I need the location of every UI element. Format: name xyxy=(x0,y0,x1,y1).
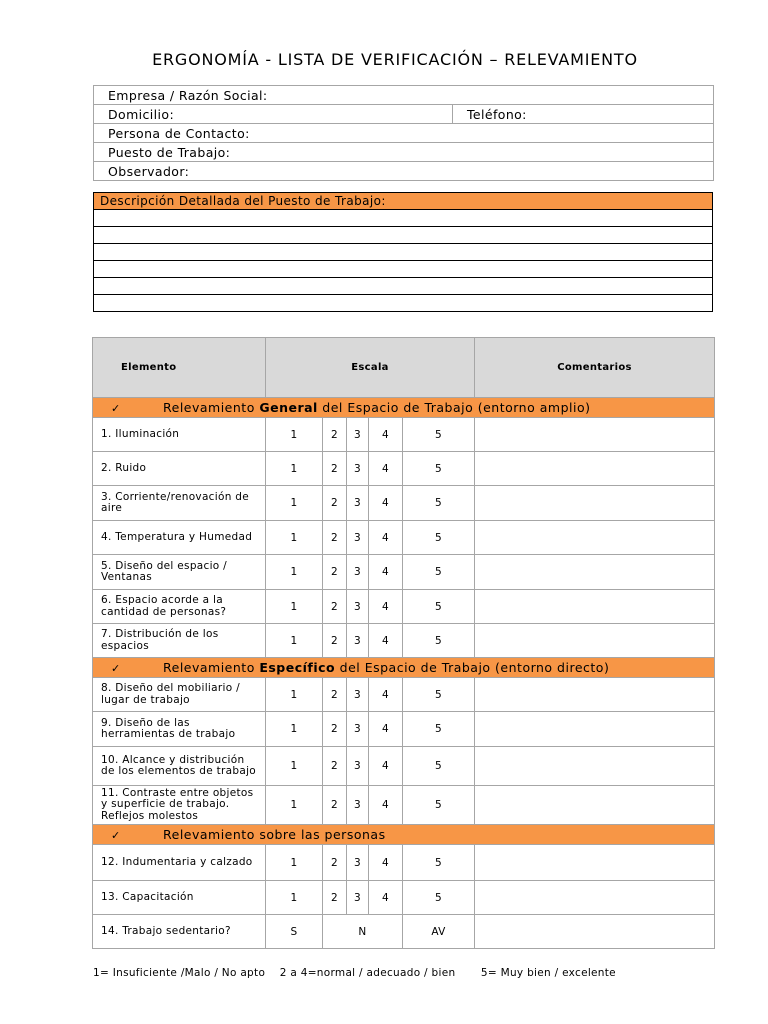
section-row xyxy=(93,658,715,678)
scale-option[interactable]: 4 xyxy=(369,624,403,658)
section-row xyxy=(93,398,715,418)
checklist-row xyxy=(93,418,715,452)
section-title-post: del Espacio de Trabajo (entorno amplio) xyxy=(317,400,591,415)
scale-option[interactable]: 4 xyxy=(369,747,403,786)
scale-option[interactable]: 5 xyxy=(403,786,475,825)
scale-option[interactable]: 4 xyxy=(369,712,403,747)
scale-option[interactable]: 3 xyxy=(347,678,369,712)
description-line[interactable] xyxy=(94,244,713,261)
scale-option[interactable]: 2 xyxy=(323,881,347,915)
checklist-row xyxy=(93,624,715,658)
scale-option[interactable]: 3 xyxy=(347,418,369,452)
checklist-row xyxy=(93,747,715,786)
comment-cell[interactable] xyxy=(475,452,715,486)
check-icon: ✓ xyxy=(111,402,121,415)
scale-option[interactable]: 2 xyxy=(323,521,347,555)
section-header xyxy=(93,658,715,678)
row-label: 2. Ruido xyxy=(93,452,266,486)
row-label: 13. Capacitación xyxy=(93,881,266,915)
scale-option[interactable]: 5 xyxy=(403,452,475,486)
scale-option[interactable]: 4 xyxy=(369,881,403,915)
scale-option[interactable]: 1 xyxy=(266,590,323,624)
scale-option[interactable]: 5 xyxy=(403,486,475,521)
row-label: 9. Diseño de las herramientas de trabajo xyxy=(93,712,266,747)
section-title-bold: Específico xyxy=(259,660,336,675)
scale-option[interactable]: 4 xyxy=(369,845,403,881)
scale-option[interactable]: 4 xyxy=(369,452,403,486)
checklist-table xyxy=(92,337,715,949)
scale-option[interactable]: 4 xyxy=(369,786,403,825)
section-row xyxy=(93,825,715,845)
section-header xyxy=(93,825,715,845)
checklist-row xyxy=(93,678,715,712)
comment-cell[interactable] xyxy=(475,486,715,521)
comment-cell[interactable] xyxy=(475,418,715,452)
description-line[interactable] xyxy=(94,210,713,227)
scale-option[interactable]: 2 xyxy=(323,486,347,521)
comment-cell[interactable] xyxy=(475,624,715,658)
scale-option[interactable]: 3 xyxy=(347,486,369,521)
info-table xyxy=(93,85,714,181)
scale-option[interactable]: 3 xyxy=(347,747,369,786)
comment-cell[interactable] xyxy=(475,786,715,825)
puesto-field[interactable]: Puesto de Trabajo: xyxy=(94,143,714,162)
scale-option[interactable]: 4 xyxy=(369,418,403,452)
comment-cell[interactable] xyxy=(475,747,715,786)
row-label: 5. Diseño del espacio / Ventanas xyxy=(93,555,266,590)
domicilio-field[interactable]: Domicilio: xyxy=(94,105,453,124)
section-title-post: del Espacio de Trabajo (entorno directo) xyxy=(335,660,610,675)
checklist-row xyxy=(93,555,715,590)
scale-option[interactable]: 4 xyxy=(369,590,403,624)
scale-option[interactable]: 1 xyxy=(266,786,323,825)
scale-option[interactable]: 3 xyxy=(347,590,369,624)
checklist-row xyxy=(93,486,715,521)
scale-option[interactable]: 3 xyxy=(347,624,369,658)
checklist-row xyxy=(93,590,715,624)
scale-option[interactable]: 5 xyxy=(403,845,475,881)
scale-option[interactable]: 2 xyxy=(323,678,347,712)
scale-option[interactable]: 1 xyxy=(266,747,323,786)
legend-normal: 2 a 4=normal / adecuado / bien xyxy=(279,967,456,979)
comment-cell[interactable] xyxy=(475,845,715,881)
scale-option[interactable]: 2 xyxy=(323,555,347,590)
description-line[interactable] xyxy=(94,227,713,244)
scale-option[interactable]: 5 xyxy=(403,555,475,590)
scale-option[interactable]: 3 xyxy=(347,712,369,747)
scale-option[interactable]: 5 xyxy=(403,418,475,452)
scale-option[interactable]: 5 xyxy=(403,881,475,915)
scale-option[interactable]: 3 xyxy=(347,452,369,486)
comment-cell[interactable] xyxy=(475,590,715,624)
description-table xyxy=(93,192,713,312)
scale-option[interactable]: 4 xyxy=(369,486,403,521)
scale-option[interactable]: 1 xyxy=(266,521,323,555)
scale-option[interactable]: 2 xyxy=(323,712,347,747)
scale-option[interactable]: 2 xyxy=(323,786,347,825)
scale-option[interactable]: 3 xyxy=(347,845,369,881)
row-label: 4. Temperatura y Humedad xyxy=(93,521,266,555)
scale-option[interactable]: 5 xyxy=(403,590,475,624)
scale-option[interactable]: 5 xyxy=(403,678,475,712)
checklist-row xyxy=(93,521,715,555)
row-label: 6. Espacio acorde a la cantidad de personas? xyxy=(93,590,266,624)
checklist-row xyxy=(93,845,715,881)
scale-legend xyxy=(93,967,616,979)
row-label: 1. Iluminación xyxy=(93,418,266,452)
check-icon: ✓ xyxy=(111,829,121,842)
comment-cell[interactable] xyxy=(475,915,715,949)
header-escala: Escala xyxy=(266,338,475,398)
option-av[interactable]: AV xyxy=(403,915,475,949)
scale-option[interactable]: 5 xyxy=(403,747,475,786)
section-title-bold: General xyxy=(259,400,318,415)
scale-option[interactable]: 2 xyxy=(323,452,347,486)
scale-option[interactable]: 5 xyxy=(403,712,475,747)
scale-option[interactable]: 4 xyxy=(369,678,403,712)
scale-option[interactable]: 4 xyxy=(369,555,403,590)
contacto-field[interactable]: Persona de Contacto: xyxy=(94,124,714,143)
option-s[interactable]: S xyxy=(266,915,323,949)
table-header-row xyxy=(93,338,715,398)
header-comentarios: Comentarios xyxy=(475,338,715,398)
option-n[interactable]: N xyxy=(323,915,403,949)
description-line[interactable] xyxy=(94,278,713,295)
row-label: 11. Contraste entre objetos y superficie de trabajo. Reflejos molestos xyxy=(93,786,266,825)
description-line[interactable] xyxy=(94,261,713,278)
comment-cell[interactable] xyxy=(475,712,715,747)
scale-option[interactable]: 3 xyxy=(347,521,369,555)
scale-option[interactable]: 2 xyxy=(323,747,347,786)
scale-option[interactable]: 1 xyxy=(266,881,323,915)
comment-cell[interactable] xyxy=(475,881,715,915)
row-label: 7. Distribución de los espacios xyxy=(93,624,266,658)
section-title-pre: Relevamiento xyxy=(163,660,260,675)
description-line[interactable] xyxy=(94,295,713,312)
scale-option[interactable]: 1 xyxy=(266,624,323,658)
checklist-row xyxy=(93,712,715,747)
empresa-field[interactable]: Empresa / Razón Social: xyxy=(94,86,714,105)
scale-option[interactable]: 2 xyxy=(323,590,347,624)
row-label: 12. Indumentaria y calzado xyxy=(93,845,266,881)
checklist-row xyxy=(93,915,715,949)
scale-option[interactable]: 1 xyxy=(266,712,323,747)
scale-option[interactable]: 2 xyxy=(323,418,347,452)
scale-option[interactable]: 1 xyxy=(266,418,323,452)
comment-cell[interactable] xyxy=(475,678,715,712)
check-icon: ✓ xyxy=(111,662,121,675)
page-title: ERGONOMÍA - LISTA DE VERIFICACIÓN – RELEVAMIENTO xyxy=(152,50,638,69)
section-title-pre: Relevamiento sobre las personas xyxy=(163,827,386,842)
scale-option[interactable]: 2 xyxy=(323,624,347,658)
description-header: Descripción Detallada del Puesto de Trabajo: xyxy=(94,193,713,210)
observador-field[interactable]: Observador: xyxy=(94,162,714,181)
scale-option[interactable]: 4 xyxy=(369,521,403,555)
telefono-field[interactable]: Teléfono: xyxy=(453,105,714,124)
row-label: 14. Trabajo sedentario? xyxy=(93,915,266,949)
scale-option[interactable]: 3 xyxy=(347,786,369,825)
row-label: 10. Alcance y distribución de los elementos de trabajo xyxy=(93,747,266,786)
scale-option[interactable]: 2 xyxy=(323,845,347,881)
section-title-pre: Relevamiento xyxy=(163,400,260,415)
comment-cell[interactable] xyxy=(475,555,715,590)
scale-option[interactable]: 1 xyxy=(266,452,323,486)
comment-cell[interactable] xyxy=(475,521,715,555)
scale-option[interactable]: 5 xyxy=(403,624,475,658)
section-header xyxy=(93,398,715,418)
scale-option[interactable]: 5 xyxy=(403,521,475,555)
legend-excelente: 5= Muy bien / excelente xyxy=(480,967,616,979)
header-elemento: Elemento xyxy=(93,338,266,398)
scale-option[interactable]: 1 xyxy=(266,678,323,712)
row-label: 3. Corriente/renovación de aire xyxy=(93,486,266,521)
checklist-row xyxy=(93,452,715,486)
scale-option[interactable]: 1 xyxy=(266,555,323,590)
scale-option[interactable]: 1 xyxy=(266,486,323,521)
legend-insuficiente: 1= Insuficiente /Malo / No apto xyxy=(93,967,266,979)
row-label: 8. Diseño del mobiliario / lugar de trabajo xyxy=(93,678,266,712)
checklist-row xyxy=(93,881,715,915)
checklist-row xyxy=(93,786,715,825)
scale-option[interactable]: 1 xyxy=(266,845,323,881)
scale-option[interactable]: 3 xyxy=(347,555,369,590)
scale-option[interactable]: 3 xyxy=(347,881,369,915)
